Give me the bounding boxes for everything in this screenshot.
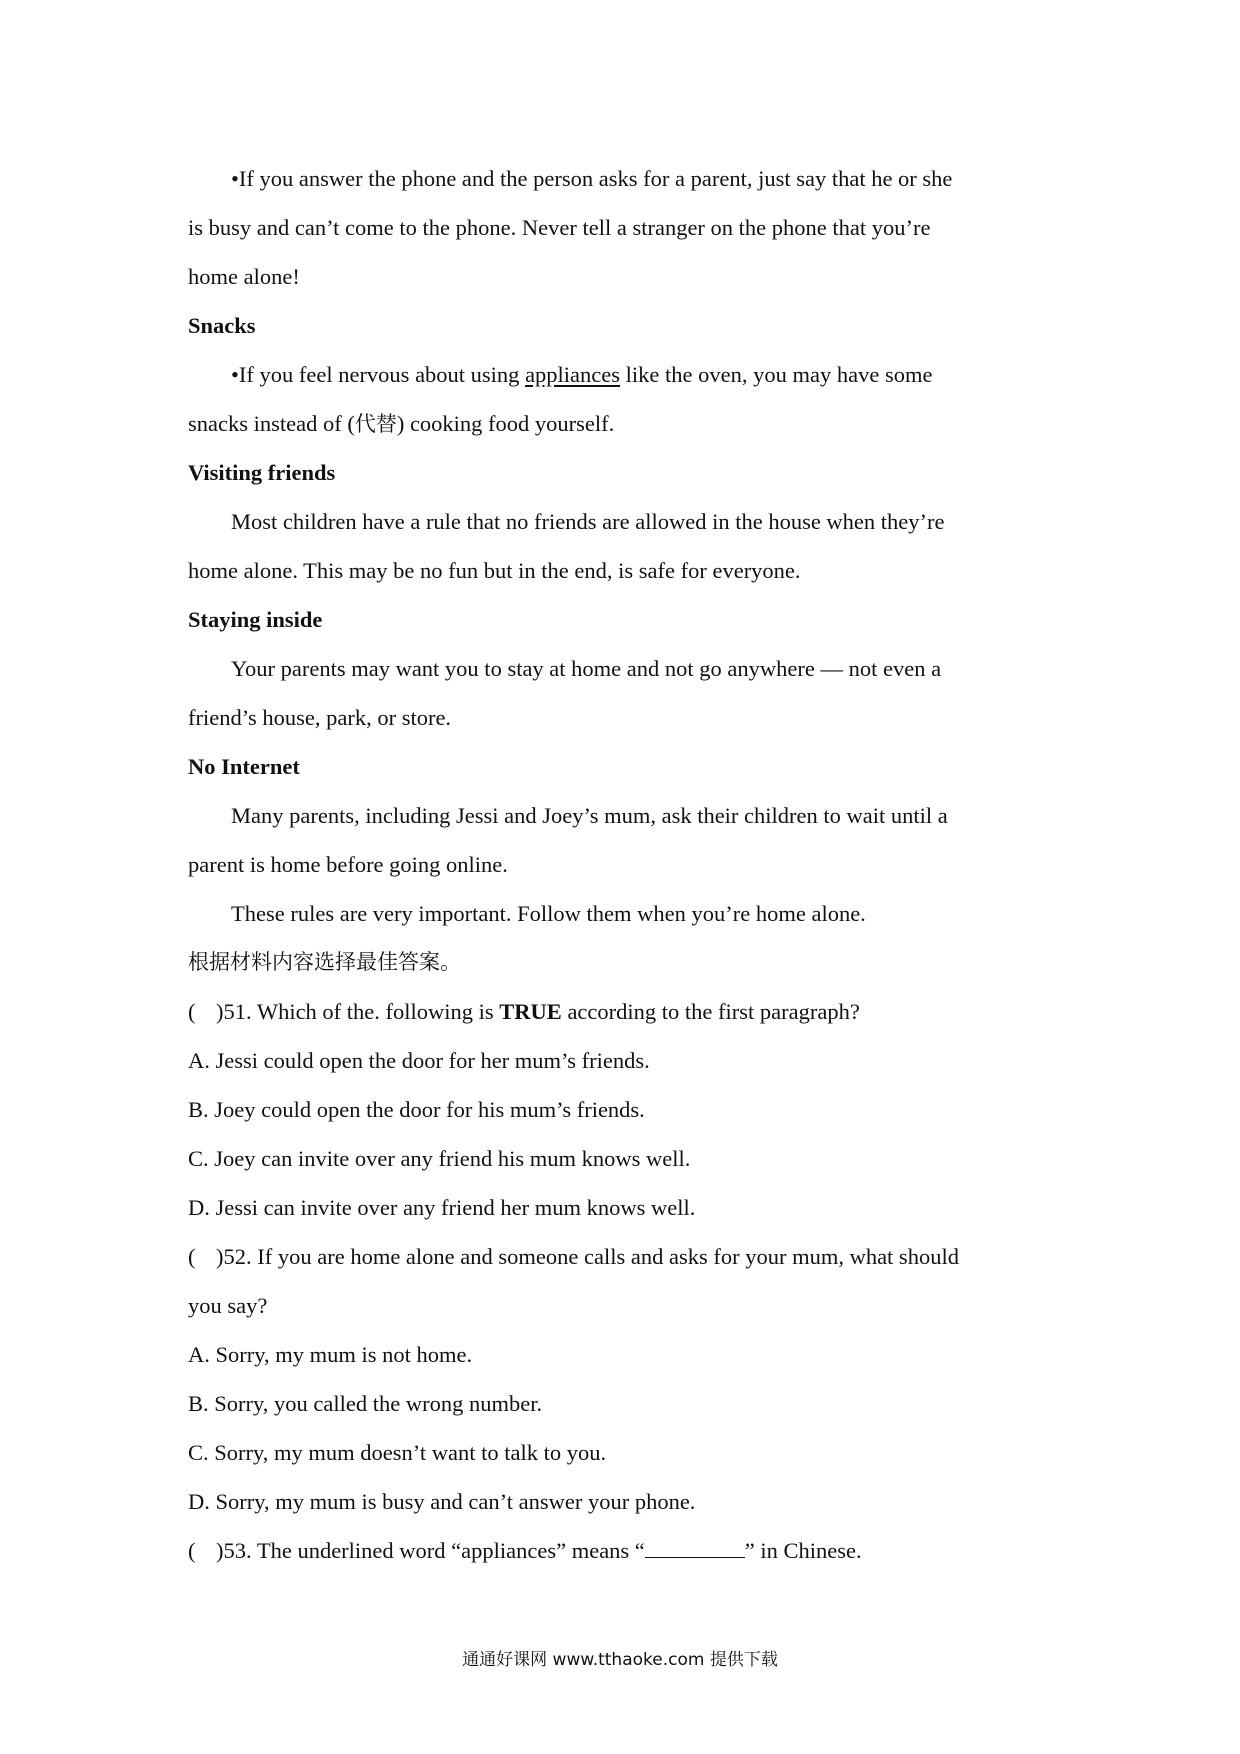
option-b: B. Joey could open the door for his mum’s friends.	[188, 1097, 645, 1122]
instruction: 根据材料内容选择最佳答案。	[188, 950, 461, 974]
text-span: )51. Which of the. following is	[216, 999, 500, 1024]
paragraph-line: Most children have a rule that no friends are allowed in the house when they’re	[231, 509, 945, 534]
option-d: D. Jessi can invite over any friend her mum knows well.	[188, 1195, 696, 1220]
option-a: A. Jessi could open the door for her mum’s friends.	[188, 1048, 650, 1073]
paragraph-line	[188, 399, 1058, 448]
question-51-stem	[188, 987, 1058, 1036]
paragraph-line: parent is home before going online.	[188, 852, 508, 877]
question-52-stem	[188, 1232, 1058, 1281]
answer-paren: (	[188, 999, 196, 1024]
paragraph-line: These rules are very important. Follow them when you’re home alone.	[231, 901, 866, 926]
paragraph-line: •If you answer the phone and the person asks for a parent, just say that he or she	[231, 166, 953, 191]
text-span: ” in Chinese.	[744, 1538, 862, 1563]
section-heading-snacks: Snacks	[188, 313, 256, 338]
section-heading-staying: Staying inside	[188, 607, 323, 632]
text-span: )53. The underlined word “appliances” means “	[216, 1538, 645, 1563]
answer-paren: (	[188, 1538, 196, 1563]
text-span: ) cooking food yourself.	[396, 411, 615, 436]
question-53-stem	[188, 1526, 1058, 1575]
bold-word: TRUE	[499, 999, 562, 1024]
option-b: B. Sorry, you called the wrong number.	[188, 1391, 543, 1416]
paragraph-line: home alone. This may be no fun but in the end, is safe for everyone.	[188, 558, 801, 583]
paragraph-line	[188, 350, 1058, 399]
page-footer: 通通好课网 www.tthaoke.com 提供下载	[462, 1650, 778, 1670]
chinese-gloss: 代替	[354, 412, 397, 436]
text-span: •If you feel nervous about using	[231, 362, 526, 387]
text-span: according to the first paragraph?	[561, 999, 860, 1024]
option-d: D. Sorry, my mum is busy and can’t answer your phone.	[188, 1489, 696, 1514]
paragraph-line: home alone!	[188, 264, 300, 289]
document-body	[188, 154, 1058, 1575]
paragraph-line: Many parents, including Jessi and Joey’s mum, ask their children to wait until a	[231, 803, 948, 828]
text-span: snacks instead of (	[188, 411, 355, 436]
option-c: C. Joey can invite over any friend his mum knows well.	[188, 1146, 691, 1171]
answer-paren: (	[188, 1244, 196, 1269]
question-52-stem-cont: you say?	[188, 1293, 268, 1318]
section-heading-visiting: Visiting friends	[188, 460, 336, 485]
text-span: like the oven, you may have some	[620, 362, 933, 387]
paragraph-line: is busy and can’t come to the phone. Never tell a stranger on the phone that you’re	[188, 215, 931, 240]
underlined-word: appliances	[525, 362, 621, 387]
section-heading-internet: No Internet	[188, 754, 300, 779]
paragraph-line: friend’s house, park, or store.	[188, 705, 452, 730]
answer-blank	[645, 1539, 745, 1558]
text-span: )52. If you are home alone and someone calls and asks for your mum, what should	[216, 1244, 959, 1269]
option-c: C. Sorry, my mum doesn’t want to talk to you.	[188, 1440, 607, 1465]
option-a: A. Sorry, my mum is not home.	[188, 1342, 473, 1367]
paragraph-line: Your parents may want you to stay at home and not go anywhere — not even a	[231, 656, 942, 681]
